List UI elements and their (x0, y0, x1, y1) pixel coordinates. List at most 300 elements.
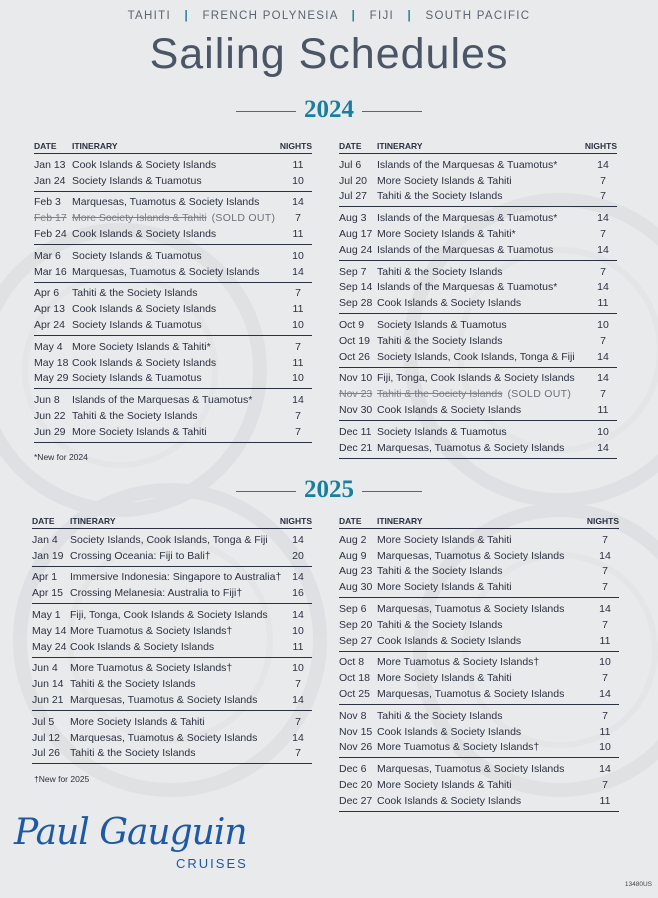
table-row (339, 655, 619, 671)
month-group (32, 567, 312, 605)
itinerary-cell (377, 672, 591, 684)
sailing-date: May 24 (32, 640, 67, 653)
sailing-date: Feb 3 (34, 196, 61, 209)
itinerary-name: More Society Islands & Tahiti (377, 533, 512, 546)
month-group (339, 368, 617, 421)
nights-count: 14 (597, 281, 609, 294)
nights-count: 7 (602, 672, 608, 685)
month-group (339, 207, 617, 260)
sailing-date: Jan 19 (32, 549, 64, 562)
nights-count: 10 (292, 624, 304, 637)
itinerary-cell (377, 726, 591, 738)
nights-count: 11 (292, 158, 304, 171)
month-group (339, 705, 619, 758)
nights-count: 7 (295, 340, 301, 353)
nights-count: 10 (292, 249, 304, 262)
col-itinerary-header: ITINERARY (70, 516, 116, 526)
sailing-date: May 4 (34, 340, 63, 353)
sailing-date: Feb 17 (34, 212, 67, 225)
itinerary-cell (377, 534, 591, 546)
sailing-date: Sep 27 (339, 634, 373, 647)
schedule-2025-jan-jul (32, 515, 312, 764)
nights-count: 14 (597, 212, 609, 225)
month-group (32, 711, 312, 764)
month-group (34, 389, 312, 442)
nights-count: 11 (292, 640, 304, 653)
table-row (32, 714, 312, 730)
sold-out-label: (SOLD OUT) (211, 212, 276, 225)
table-row (34, 248, 312, 264)
itinerary-name: Cook Islands & Society Islands (377, 297, 522, 310)
footnote-2025: †New for 2025 (34, 774, 90, 784)
itinerary-name: Marquesas, Tuamotus & Society Islands (377, 688, 565, 701)
month-group (32, 604, 312, 657)
itinerary-cell (377, 266, 589, 278)
sailing-date: Jun 8 (34, 394, 60, 407)
sailing-date: Jun 29 (34, 425, 66, 438)
nights-count: 14 (597, 243, 609, 256)
sailing-date: Apr 15 (32, 587, 63, 600)
nights-count: 14 (292, 265, 304, 278)
nights-count: 10 (292, 319, 304, 332)
sailing-date: Jul 26 (32, 747, 61, 760)
sailing-date: Feb 24 (34, 228, 67, 241)
table-row (34, 317, 312, 333)
nights-count: 10 (292, 662, 304, 675)
col-date-header: DATE (339, 516, 362, 526)
table-row (339, 371, 617, 387)
itinerary-name: Society Islands & Tuamotus (377, 425, 507, 438)
itinerary-cell (70, 625, 284, 637)
sailing-date: Nov 23 (339, 388, 373, 401)
brand-subtitle: CRUISES (176, 856, 248, 871)
itinerary-name: Cook Islands & Society Islands (72, 228, 217, 241)
table-row (339, 793, 619, 809)
table-row (32, 623, 312, 639)
sailing-date: May 1 (32, 609, 61, 622)
itinerary-cell (72, 341, 284, 353)
itinerary-name: Tahiti & the Society Islands (70, 678, 196, 691)
table-row (34, 392, 312, 408)
table-row (339, 386, 617, 402)
itinerary-name: More Society Islands & Tahiti (70, 715, 205, 728)
nights-count: 14 (599, 549, 611, 562)
month-group (339, 261, 617, 314)
schedule-2024-jan-jun (34, 140, 312, 443)
itinerary-cell (72, 319, 284, 331)
nights-count: 16 (292, 587, 304, 600)
sailing-date: Sep 6 (339, 603, 367, 616)
col-nights-header: NIGHTS (586, 516, 619, 526)
table-row (32, 532, 312, 548)
itinerary-cell (70, 678, 284, 690)
col-nights-header: NIGHTS (279, 516, 312, 526)
table-row (34, 264, 312, 280)
divider (362, 491, 422, 493)
table-row (339, 226, 617, 242)
sailing-date: Dec 6 (339, 763, 367, 776)
sailing-date: Aug 9 (339, 549, 367, 562)
table-row (339, 295, 617, 311)
page-title: Sailing Schedules (149, 30, 509, 78)
table-row (32, 676, 312, 692)
itinerary-name: Fiji, Tonga, Cook Islands & Society Islands (70, 609, 268, 622)
month-group (339, 314, 617, 367)
schedule-2025-aug-dec (339, 515, 619, 812)
itinerary-cell (377, 426, 589, 438)
table-row (339, 157, 617, 173)
itinerary-name: Marquesas, Tuamotus & Society Islands (72, 265, 260, 278)
nights-count: 7 (602, 618, 608, 631)
itinerary-cell (72, 228, 284, 240)
itinerary-name: More Society Islands & Tahiti (72, 212, 207, 225)
table-row (339, 724, 619, 740)
itinerary-cell (377, 281, 589, 293)
itinerary-cell (377, 603, 591, 615)
month-group (32, 529, 312, 567)
table-row (339, 761, 619, 777)
itinerary-name: Marquesas, Tuamotus & Society Islands (377, 441, 565, 454)
itinerary-name: Marquesas, Tuamotus & Society Islands (377, 603, 565, 616)
month-group (34, 283, 312, 336)
nights-count: 10 (599, 656, 611, 669)
itinerary-name: Cook Islands & Society Islands (70, 640, 215, 653)
itinerary-name: Tahiti & the Society Islands (377, 618, 503, 631)
itinerary-name: Cook Islands & Society Islands (72, 303, 217, 316)
nights-count: 10 (292, 174, 304, 187)
itinerary-name: Islands of the Marquesas & Tuamotus* (72, 394, 253, 407)
itinerary-name: Tahiti & the Society Islands (377, 565, 503, 578)
table-row (32, 607, 312, 623)
itinerary-cell (70, 747, 284, 759)
table-row (339, 686, 619, 702)
itinerary-cell (70, 550, 284, 562)
itinerary-cell (72, 372, 284, 384)
itinerary-cell (70, 534, 284, 546)
itinerary-cell (377, 319, 589, 331)
itinerary-cell (72, 426, 284, 438)
sailing-date: Dec 20 (339, 779, 373, 792)
nights-count: 14 (292, 731, 304, 744)
table-row (34, 371, 312, 387)
table-header (339, 515, 619, 529)
table-row (32, 746, 312, 762)
nights-count: 11 (599, 794, 611, 807)
itinerary-cell (377, 779, 591, 791)
itinerary-name: Cook Islands & Society Islands (377, 794, 522, 807)
table-row (339, 349, 617, 365)
itinerary-name: Marquesas, Tuamotus & Society Islands (70, 731, 258, 744)
brand-logo: Paul Gauguin (14, 812, 247, 853)
itinerary-cell (377, 565, 591, 577)
table-row (34, 173, 312, 189)
sailing-date: Jan 24 (34, 174, 66, 187)
sailing-date: Aug 17 (339, 228, 373, 241)
table-row (339, 333, 617, 349)
table-row (32, 570, 312, 586)
nights-count: 11 (292, 356, 304, 369)
itinerary-cell (377, 190, 589, 202)
itinerary-cell (377, 228, 589, 240)
table-row (34, 424, 312, 440)
itinerary-name: More Tuamotus & Society Islands† (70, 662, 233, 675)
itinerary-name: Marquesas, Tuamotus & Society Islands (72, 196, 260, 209)
itinerary-cell (377, 688, 591, 700)
itinerary-cell (377, 159, 589, 171)
month-group (34, 336, 312, 389)
nights-count: 7 (600, 334, 606, 347)
itinerary-name: Cook Islands & Society Islands (72, 356, 217, 369)
table-row (34, 210, 312, 226)
itinerary-cell (377, 656, 591, 668)
sailing-date: Nov 30 (339, 404, 373, 417)
table-row (339, 670, 619, 686)
sailing-date: Oct 18 (339, 672, 370, 685)
col-itinerary-header: ITINERARY (377, 516, 423, 526)
itinerary-cell (72, 266, 284, 278)
col-nights-header: NIGHTS (584, 141, 617, 151)
itinerary-name: Tahiti & the Society Islands (377, 265, 503, 278)
nights-count: 14 (292, 196, 304, 209)
table-row (339, 210, 617, 226)
region-fiji: FIJI (369, 10, 395, 22)
itinerary-name: More Society Islands & Tahiti* (72, 340, 211, 353)
itinerary-name: More Society Islands & Tahiti* (377, 228, 516, 241)
sailing-date: Apr 24 (34, 319, 65, 332)
sailing-date: Jul 6 (339, 158, 362, 171)
itinerary-cell (72, 212, 284, 224)
sailing-date: Jul 12 (32, 731, 61, 744)
itinerary-name: Marquesas, Tuamotus & Society Islands (70, 694, 258, 707)
itinerary-name: More Tuamotus & Society Islands† (377, 656, 540, 669)
itinerary-name: Crossing Oceania: Fiji to Bali† (70, 549, 211, 562)
sailing-date: Dec 11 (339, 425, 372, 438)
sailing-date: Jun 14 (32, 678, 64, 691)
nights-count: 7 (600, 190, 606, 203)
itinerary-name: Cook Islands & Society Islands (377, 404, 522, 417)
document-number: 13480US (624, 881, 652, 888)
itinerary-cell (72, 287, 284, 299)
itinerary-name: More Society Islands & Tahiti (377, 174, 512, 187)
itinerary-cell (377, 175, 589, 187)
col-itinerary-header: ITINERARY (377, 141, 423, 151)
table-row (339, 242, 617, 258)
itinerary-name: Islands of the Marquesas & Tuamotus (377, 243, 554, 256)
sailing-date: Oct 26 (339, 350, 370, 363)
nights-count: 11 (597, 297, 609, 310)
itinerary-name: Society Islands, Cook Islands, Tonga & Fiji (70, 533, 268, 546)
nights-count: 7 (295, 410, 301, 423)
itinerary-cell (70, 609, 284, 621)
nights-count: 11 (292, 228, 304, 241)
itinerary-name: Islands of the Marquesas & Tuamotus* (377, 158, 558, 171)
sailing-date: Jul 5 (32, 715, 55, 728)
itinerary-name: Cook Islands & Society Islands (377, 634, 522, 647)
table-row (339, 777, 619, 793)
table-row (339, 317, 617, 333)
itinerary-cell (377, 741, 591, 753)
table-row (34, 226, 312, 242)
col-date-header: DATE (339, 141, 362, 151)
nights-count: 7 (602, 565, 608, 578)
month-group (339, 421, 617, 459)
nights-count: 14 (292, 533, 304, 546)
sailing-date: Nov 15 (339, 725, 373, 738)
nights-count: 14 (597, 158, 609, 171)
itinerary-cell (377, 404, 589, 416)
nights-count: 7 (295, 678, 301, 691)
itinerary-cell (377, 388, 589, 400)
itinerary-name: Society Islands, Cook Islands, Tonga & Fiji (377, 350, 575, 363)
itinerary-cell (72, 394, 284, 406)
year-heading-2025 (0, 476, 658, 504)
nights-count: 14 (599, 763, 611, 776)
itinerary-cell (377, 710, 591, 722)
table-row (34, 286, 312, 302)
month-group (339, 758, 619, 811)
nights-count: 11 (599, 634, 611, 647)
itinerary-cell (72, 357, 284, 369)
itinerary-cell (377, 244, 589, 256)
nights-count: 10 (597, 425, 609, 438)
table-row (339, 708, 619, 724)
itinerary-name: Cook Islands & Society Islands (72, 158, 217, 171)
year-label-2025: 2025 (304, 476, 354, 503)
nights-count: 7 (600, 228, 606, 241)
itinerary-cell (72, 175, 284, 187)
itinerary-name: Tahiti & the Society Islands (377, 334, 503, 347)
itinerary-name: Society Islands & Tuamotus (72, 319, 202, 332)
itinerary-name: More Society Islands & Tahiti (377, 779, 512, 792)
nights-count: 14 (599, 688, 611, 701)
table-row (339, 264, 617, 280)
month-group (339, 529, 619, 598)
nights-count: 11 (292, 303, 304, 316)
itinerary-name: Crossing Melanesia: Australia to Fiji† (70, 587, 243, 600)
table-row (339, 173, 617, 189)
nights-count: 7 (602, 709, 608, 722)
nights-count: 7 (295, 212, 301, 225)
sailing-date: Oct 9 (339, 319, 365, 332)
table-row (32, 730, 312, 746)
col-itinerary-header: ITINERARY (72, 141, 118, 151)
itinerary-name: More Society Islands & Tahiti (377, 581, 512, 594)
itinerary-cell (70, 571, 284, 583)
sailing-date: Sep 7 (339, 265, 367, 278)
itinerary-cell (377, 763, 591, 775)
sailing-date: Sep 28 (339, 297, 373, 310)
sailing-date: Aug 24 (339, 243, 373, 256)
region-header (0, 10, 658, 22)
sailing-date: Apr 6 (34, 287, 60, 300)
itinerary-cell (377, 442, 589, 454)
table-row (339, 579, 619, 595)
itinerary-name: Islands of the Marquesas & Tuamotus* (377, 212, 558, 225)
month-group (32, 658, 312, 711)
table-row (339, 402, 617, 418)
month-group (339, 598, 619, 651)
itinerary-cell (377, 795, 591, 807)
itinerary-cell (377, 372, 589, 384)
nights-count: 11 (597, 404, 609, 417)
month-group (339, 652, 619, 705)
nights-count: 10 (599, 741, 611, 754)
itinerary-cell (70, 662, 284, 674)
table-row (339, 601, 619, 617)
itinerary-name: Marquesas, Tuamotus & Society Islands (377, 763, 565, 776)
itinerary-name: Society Islands & Tuamotus (72, 249, 202, 262)
table-header (32, 515, 312, 529)
schedule-2024-jul-dec (339, 140, 617, 459)
sailing-date: Apr 1 (32, 571, 58, 584)
region-separator: | (351, 10, 357, 22)
table-row (34, 157, 312, 173)
sailing-date: Oct 25 (339, 688, 370, 701)
sailing-date: Dec 27 (339, 794, 373, 807)
nights-count: 7 (602, 779, 608, 792)
nights-count: 10 (292, 372, 304, 385)
nights-count: 7 (602, 581, 608, 594)
sailing-date: Aug 3 (339, 212, 367, 225)
itinerary-name: More Society Islands & Tahiti (377, 672, 512, 685)
itinerary-name: Immersive Indonesia: Singapore to Australia† (70, 571, 282, 584)
sailing-date: May 14 (32, 624, 67, 637)
sailing-date: Mar 6 (34, 249, 61, 262)
itinerary-name: More Society Islands & Tahiti (72, 425, 207, 438)
footnote-2024: *New for 2024 (34, 452, 88, 462)
itinerary-name: Tahiti & the Society Islands (377, 709, 503, 722)
itinerary-cell (377, 635, 591, 647)
itinerary-cell (70, 732, 284, 744)
itinerary-cell (72, 159, 284, 171)
itinerary-cell (70, 716, 284, 728)
table-row (339, 440, 617, 456)
region-separator: | (184, 10, 189, 22)
itinerary-cell (377, 297, 589, 309)
nights-count: 14 (292, 394, 304, 407)
sailing-date: Jan 13 (34, 158, 66, 171)
sailing-date: Jun 4 (32, 662, 58, 675)
table-row (32, 585, 312, 601)
sailing-date: Jun 21 (32, 694, 64, 707)
nights-count: 14 (597, 372, 609, 385)
region-french-polynesia: FRENCH POLYNESIA (202, 10, 339, 22)
sailing-date: Jul 27 (339, 190, 368, 203)
month-group (34, 154, 312, 192)
sailing-date: Jan 4 (32, 533, 58, 546)
divider (236, 491, 296, 493)
nights-count: 10 (597, 319, 609, 332)
table-row (339, 633, 619, 649)
nights-count: 14 (292, 694, 304, 707)
itinerary-name: Tahiti & the Society Islands (70, 747, 196, 760)
itinerary-cell (72, 303, 284, 315)
itinerary-cell (377, 351, 589, 363)
year-heading-2024 (0, 96, 658, 124)
nights-count: 7 (600, 388, 606, 401)
itinerary-cell (377, 212, 589, 224)
sailing-date: Jul 20 (339, 174, 368, 187)
sailing-date: Oct 19 (339, 334, 370, 347)
itinerary-name: Tahiti & the Society Islands (72, 287, 198, 300)
table-row (339, 617, 619, 633)
itinerary-name: Tahiti & the Society Islands (377, 388, 503, 401)
itinerary-name: Tahiti & the Society Islands (377, 190, 503, 203)
table-row (32, 661, 312, 677)
itinerary-cell (377, 581, 591, 593)
sailing-date: Mar 16 (34, 265, 67, 278)
itinerary-name: More Tuamotus & Society Islands† (70, 624, 233, 637)
